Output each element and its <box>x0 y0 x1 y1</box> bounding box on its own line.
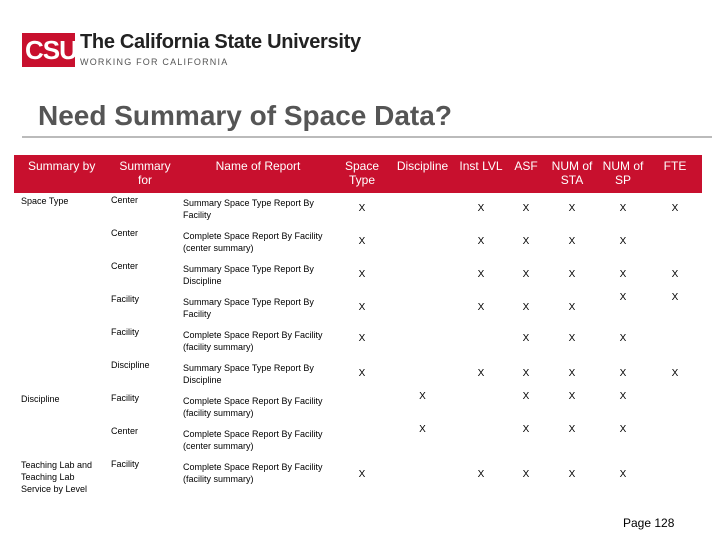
cell-inst-lvl: X <box>477 469 485 480</box>
logo-abbrev: CSU <box>25 35 77 65</box>
table-row <box>14 391 702 424</box>
column-header: Summary for <box>109 155 181 193</box>
cell-discipline <box>389 259 456 292</box>
cell-num-sta: X <box>568 269 576 280</box>
cell-by: Space Type <box>21 196 69 206</box>
column-header: ASF <box>506 155 546 193</box>
cell-num-sp: X <box>619 269 627 280</box>
cell-asf: X <box>522 368 530 379</box>
cell-for: Facility <box>111 294 140 304</box>
column-header: Inst LVL <box>456 155 506 193</box>
cell-num-sta: X <box>568 333 576 344</box>
cell-report: Complete Space Report By Facility (center summary) <box>183 429 323 451</box>
cell-discipline <box>389 457 456 501</box>
cell-space-type: X <box>358 203 366 214</box>
csu-logo <box>22 30 361 70</box>
cell-for: Center <box>111 261 139 271</box>
table-row <box>14 457 702 501</box>
table-row <box>14 358 702 391</box>
cell-fte <box>648 424 702 457</box>
cell-for: Facility <box>111 327 140 337</box>
cell-fte <box>648 391 702 424</box>
summary-table <box>14 155 702 501</box>
cell-report: Complete Space Report By Facility (facility summary) <box>183 396 323 418</box>
cell-num-sp: X <box>619 469 627 480</box>
cell-for: Center <box>111 426 139 436</box>
cell-by <box>14 358 109 391</box>
cell-space-type: X <box>358 368 366 379</box>
table-row <box>14 325 702 358</box>
cell-inst-lvl: X <box>477 203 485 214</box>
cell-asf: X <box>522 269 530 280</box>
table-header <box>14 155 702 193</box>
cell-num-sta: X <box>568 203 576 214</box>
cell-report: Complete Space Report By Facility (facility summary) <box>183 330 323 352</box>
table-row <box>14 292 702 325</box>
cell-for: Discipline <box>111 360 150 370</box>
org-name: The California State University <box>80 31 361 53</box>
cell-num-sta: X <box>568 469 576 480</box>
cell-report: Complete Space Report By Facility (center summary) <box>183 231 323 253</box>
title-divider <box>22 136 712 138</box>
cell-num-sp: X <box>619 203 627 214</box>
cell-space-type <box>335 391 389 424</box>
cell-space-type <box>335 424 389 457</box>
cell-num-sp: X <box>619 236 627 247</box>
cell-for: Facility <box>111 393 140 403</box>
cell-space-type: X <box>358 302 366 313</box>
cell-num-sp: X <box>619 391 627 402</box>
cell-for: Center <box>111 228 139 238</box>
cell-inst-lvl <box>456 391 506 424</box>
cell-report: Summary Space Type Report By Discipline <box>183 264 314 286</box>
org-tagline: WORKING FOR CALIFORNIA <box>80 57 229 67</box>
csu-logo-mark <box>22 33 75 67</box>
table-row <box>14 259 702 292</box>
column-header: Summary by <box>14 155 109 193</box>
cell-num-sta: X <box>568 302 576 313</box>
cell-discipline <box>389 226 456 259</box>
cell-inst-lvl: X <box>477 269 485 280</box>
cell-inst-lvl: X <box>477 302 485 313</box>
cell-inst-lvl <box>456 325 506 358</box>
cell-fte <box>648 226 702 259</box>
cell-asf: X <box>522 236 530 247</box>
cell-by <box>14 424 109 457</box>
column-header: FTE <box>648 155 702 193</box>
cell-by <box>14 259 109 292</box>
table-row <box>14 193 702 226</box>
cell-fte <box>648 325 702 358</box>
cell-by <box>14 325 109 358</box>
cell-discipline: X <box>419 391 426 402</box>
cell-fte: X <box>671 269 679 280</box>
cell-inst-lvl <box>456 424 506 457</box>
cell-asf: X <box>522 302 530 313</box>
cell-asf: X <box>522 203 530 214</box>
cell-report: Summary Space Type Report By Facility <box>183 297 314 319</box>
cell-fte <box>648 457 702 501</box>
cell-discipline: X <box>419 424 426 435</box>
column-header: Discipline <box>389 155 456 193</box>
cell-by <box>14 292 109 325</box>
column-header: Space Type <box>335 155 389 193</box>
cell-asf: X <box>522 391 530 402</box>
column-header: NUM of SP <box>598 155 648 193</box>
cell-num-sta: X <box>568 391 576 402</box>
cell-num-sp: X <box>619 292 627 303</box>
column-header: NUM of STA <box>546 155 598 193</box>
cell-space-type: X <box>358 236 366 247</box>
cell-num-sta: X <box>568 236 576 247</box>
cell-asf: X <box>522 469 530 480</box>
cell-num-sp: X <box>619 333 627 344</box>
page-number: Page 128 <box>623 516 675 530</box>
table-row <box>14 424 702 457</box>
page-title: Need Summary of Space Data? <box>38 100 452 131</box>
cell-space-type: X <box>358 269 366 280</box>
cell-by: Teaching Lab and Teaching Lab Service by Level <box>21 460 93 494</box>
cell-for: Facility <box>111 459 140 469</box>
cell-discipline <box>389 193 456 226</box>
column-header: Name of Report <box>181 155 335 193</box>
cell-report: Summary Space Type Report By Discipline <box>183 363 314 385</box>
cell-fte: X <box>671 203 679 214</box>
cell-inst-lvl: X <box>477 368 485 379</box>
cell-asf: X <box>522 424 530 435</box>
cell-report: Complete Space Report By Facility (facility summary) <box>183 462 323 484</box>
cell-num-sp: X <box>619 424 627 435</box>
cell-num-sta: X <box>568 368 576 379</box>
cell-fte: X <box>671 292 679 303</box>
cell-discipline <box>389 292 456 325</box>
cell-report: Summary Space Type Report By Facility <box>183 198 314 220</box>
cell-num-sp: X <box>619 368 627 379</box>
cell-discipline <box>389 358 456 391</box>
cell-space-type: X <box>358 333 366 344</box>
cell-discipline <box>389 325 456 358</box>
cell-inst-lvl: X <box>477 236 485 247</box>
cell-by: Discipline <box>21 394 60 404</box>
cell-for: Center <box>111 195 139 205</box>
cell-by <box>14 226 109 259</box>
cell-space-type: X <box>358 469 366 480</box>
cell-fte: X <box>671 368 679 379</box>
cell-asf: X <box>522 333 530 344</box>
table-row <box>14 226 702 259</box>
cell-num-sta: X <box>568 424 576 435</box>
